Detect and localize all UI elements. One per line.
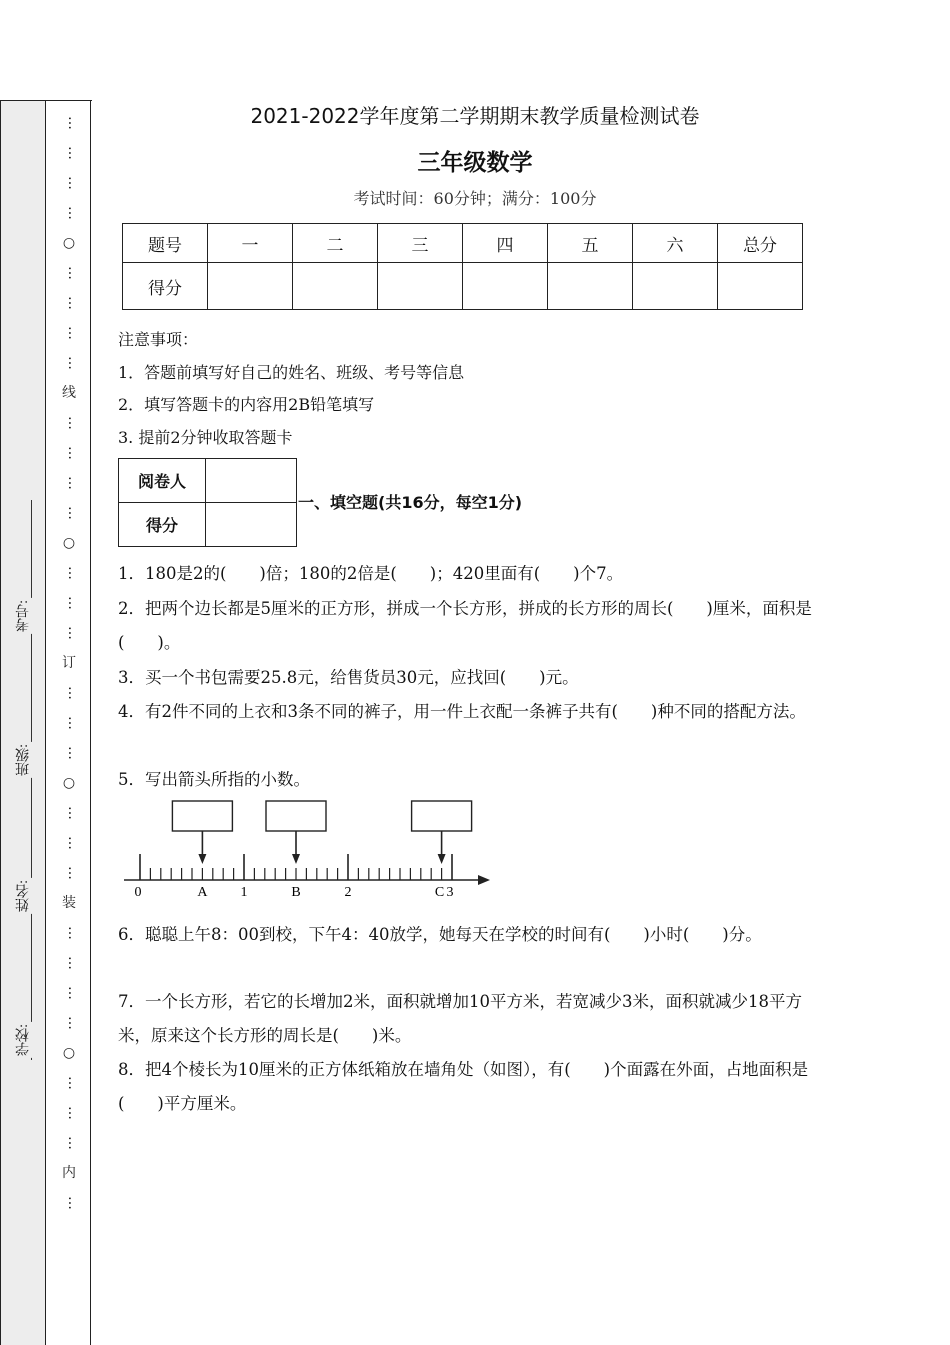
- number-line-label: 2: [344, 885, 352, 900]
- name-label: 姓名:: [14, 878, 34, 914]
- binding-mark: …: [65, 596, 81, 610]
- binding-mark: …: [65, 836, 81, 850]
- question-1: 1．180是2的( )倍；180的2倍是( )；420里面有( )个7。: [118, 564, 624, 583]
- binding-mark: …: [65, 1016, 81, 1030]
- binding-mark: 订: [62, 655, 76, 671]
- binding-mark: …: [65, 986, 81, 1000]
- pointer-arrowhead: [292, 854, 300, 864]
- binding-mark: …: [65, 806, 81, 820]
- grader-box: [118, 458, 297, 547]
- number-line-figure: [118, 795, 498, 903]
- number-line-arrowhead: [478, 875, 490, 885]
- binding-mark: …: [65, 116, 81, 130]
- binding-mark: …: [65, 146, 81, 160]
- binding-mark: …: [65, 266, 81, 280]
- answer-box-1[interactable]: [172, 801, 232, 831]
- score-header-cell: 题号: [123, 224, 208, 263]
- binding-mark: …: [65, 206, 81, 220]
- grader-score-cell[interactable]: [206, 503, 297, 547]
- notes: [118, 324, 464, 455]
- score-header-cell: 五: [548, 224, 633, 263]
- binding-mark: …: [65, 506, 81, 520]
- question-4: 4．有2件不同的上衣和3条不同的裤子，用一件上衣配一条裤子共有( )种不同的搭配方法。: [118, 702, 806, 721]
- binding-mark: 线: [62, 385, 76, 401]
- score-header-cell: 六: [633, 224, 718, 263]
- binding-mark: …: [65, 926, 81, 940]
- page-title: 2021-2022学年度第二学期期末教学质量检测试卷: [250, 104, 700, 128]
- score-header-cell: 一: [208, 224, 293, 263]
- note-item: 1．答题前填写好自己的姓名、班级、考号等信息: [118, 362, 465, 382]
- class-label: 班级:: [14, 742, 34, 778]
- score-cell[interactable]: [378, 263, 463, 310]
- score-cell[interactable]: [548, 263, 633, 310]
- binding-mark: …: [65, 866, 81, 880]
- answer-box-3[interactable]: [412, 801, 472, 831]
- note-item: 3. 提前2分钟收取答题卡: [118, 428, 293, 448]
- score-header-cell: 总分: [718, 224, 803, 263]
- pointer-arrowhead: [438, 854, 446, 864]
- page-subtitle: 三年级数学: [417, 150, 533, 176]
- score-header-cell: 二: [293, 224, 378, 263]
- number-line-label: B: [291, 885, 301, 900]
- score-table-header: [123, 224, 803, 263]
- number-line-label: A: [197, 885, 208, 900]
- binding-mark: …: [65, 686, 81, 700]
- note-item: 2．填写答题卡的内容用2B铅笔填写: [118, 395, 375, 415]
- binding-mark: 内: [62, 1165, 76, 1181]
- info-write-line: [31, 500, 32, 1060]
- binding-marks: [58, 108, 80, 1218]
- score-table: [122, 223, 803, 310]
- score-cell[interactable]: [293, 263, 378, 310]
- binding-mark: 装: [62, 895, 76, 911]
- binding-mark: ○: [62, 535, 76, 551]
- exam-number-label: 考号:: [14, 598, 34, 634]
- binding-mark: …: [65, 626, 81, 640]
- binding-mark: …: [65, 326, 81, 340]
- question-6: 6．聪聪上午8：00到校，下午4：40放学，她每天在学校的时间有( )小时( )分。: [118, 925, 762, 944]
- binding-mark: ○: [62, 775, 76, 791]
- score-cell[interactable]: [633, 263, 718, 310]
- score-row-label: 得分: [123, 263, 208, 310]
- pointer-arrowhead: [198, 854, 206, 864]
- number-line-label: 1: [240, 885, 248, 900]
- answer-box-2[interactable]: [266, 801, 326, 831]
- question-7: 7．一个长方形，若它的长增加2米，面积就增加10平方米，若宽减少3米，面积就减少18平方米，原来这个长方形的周长是( )米。: [118, 992, 802, 1045]
- binding-mark: …: [65, 446, 81, 460]
- reviewer-cell[interactable]: [206, 459, 297, 503]
- score-cell[interactable]: [718, 263, 803, 310]
- notes-title: 注意事项：: [118, 330, 199, 349]
- binding-mark: …: [65, 746, 81, 760]
- binding-border: [90, 101, 91, 1345]
- binding-mark: …: [65, 1136, 81, 1150]
- score-header-cell: 四: [463, 224, 548, 263]
- binding-mark: …: [65, 1076, 81, 1090]
- reviewer-label: 阅卷人: [119, 459, 206, 503]
- binding-mark: …: [65, 566, 81, 580]
- binding-mark: …: [65, 296, 81, 310]
- grader-score-label: 得分: [119, 503, 206, 547]
- binding-info-area: [1, 101, 46, 1345]
- score-table-row: [123, 263, 803, 310]
- score-cell[interactable]: [208, 263, 293, 310]
- number-line-label: C: [434, 885, 445, 900]
- exam-info: 考试时间：60分钟；满分：100分: [353, 189, 597, 208]
- binding-mark: …: [65, 1196, 81, 1210]
- score-cell[interactable]: [463, 263, 548, 310]
- binding-mark: ○: [62, 1045, 76, 1061]
- question-3: 3．买一个书包需要25.8元，给售货员30元，应找回( )元。: [118, 668, 579, 687]
- question-2: 2．把两个边长都是5厘米的正方形，拼成一个长方形，拼成的长方形的周长( )厘米，面积是( )。: [118, 599, 812, 652]
- binding-mark: …: [65, 176, 81, 190]
- binding-mark: …: [65, 476, 81, 490]
- binding-mark: …: [65, 416, 81, 430]
- section-title: 一、填空题(共16分，每空1分): [298, 493, 523, 512]
- question-8: 8．把4个棱长为10厘米的正方体纸箱放在墙角处（如图），有( )个面露在外面，占地面积是( )平方厘米。: [118, 1060, 809, 1113]
- score-header-cell: 三: [378, 224, 463, 263]
- binding-mark: ○: [62, 235, 76, 251]
- number-line-label: 0: [134, 885, 142, 900]
- binding-mark: …: [65, 716, 81, 730]
- question-5: 5．写出箭头所指的小数。: [118, 770, 310, 789]
- number-line-label: 3: [446, 885, 454, 900]
- binding-mark: …: [65, 956, 81, 970]
- school-label: 学校:: [14, 1022, 34, 1058]
- binding-mark: …: [65, 356, 81, 370]
- binding-mark: …: [65, 1106, 81, 1120]
